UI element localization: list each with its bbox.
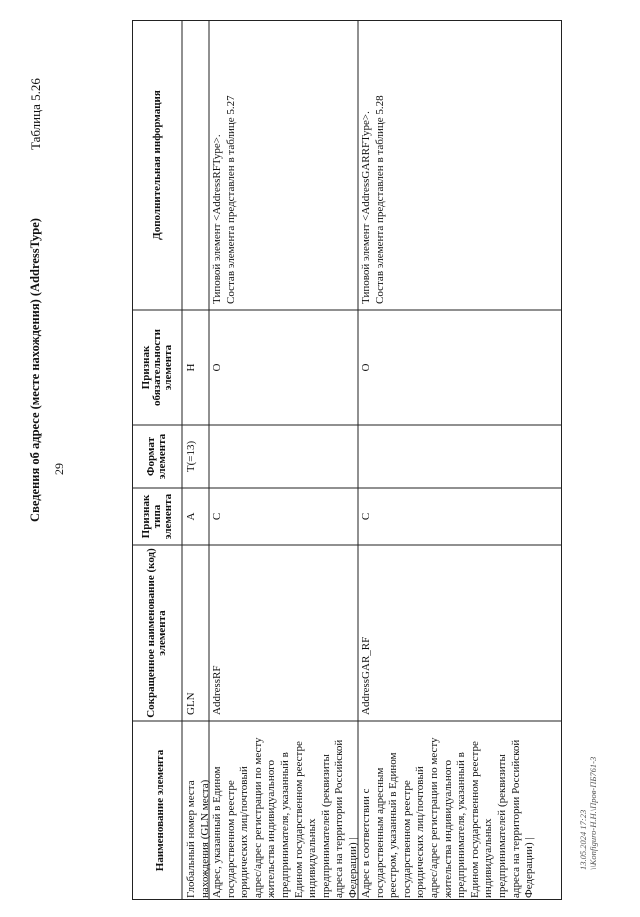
cell-text-line: адрес/адрес регистрации по месту [251,737,264,898]
cell-name [360,723,537,898]
cell-name [211,723,361,898]
cell-text-line: жительства индивидуального [265,760,278,898]
cell-text-line: AddressGAR_RF [360,636,372,715]
stamp-date: 13.05.2024 17:23 [578,809,588,870]
cell-text-line: адреса на территории Российской [333,739,346,898]
cell-text-line: предпринимателя, указанный в [455,752,468,898]
cell-text-line: Едином государственном реестре [468,741,481,898]
table-number: Таблица 5.26 [28,78,43,150]
cell-type [360,488,374,545]
registration-stamp [578,757,598,870]
rotated-page-content [20,20,620,900]
cell-text-line: государственном реестре [400,780,413,898]
cell-text-line: юридических лиц/почтовый [414,766,427,898]
cell-text-line: О [211,363,223,372]
cell-code [185,547,199,715]
cell-type [185,488,199,545]
cell-text-line: С [211,512,223,521]
cell-text-line: С [360,512,372,521]
table-title: Сведения об адресе (месте нахождения) (AddressType) [28,218,42,522]
cell-text-line: GLN [185,692,197,715]
cell-text-line: AddressRF [211,665,223,715]
cell-text-line: адреса на территории Российской [509,739,522,898]
cell-text-line: жительства индивидуального [441,760,454,898]
header-element-required: Признак обязательности элемента [139,328,174,407]
cell-text-line: государственном реестре [224,780,237,898]
cell-text-line: предпринимателей (реквизиты [495,754,508,898]
cell-text-line: T(=13) [185,440,197,473]
cell-text-line: Адрес, указанный в Едином [211,766,223,898]
cell-text-line: Адрес в соответствии с [360,788,372,898]
cell-code [211,547,225,715]
cell-text-line: Федерации) | [346,837,359,898]
cell-text-line: реестром, указанный в Едином [387,752,400,898]
cell-text-line: Состав элемента представлен в таблице 5.28 [373,95,386,304]
cell-text-line: Типовой элемент <AddressGARRFType>. [360,111,372,304]
header-additional-info: Дополнительная информация [150,90,163,240]
cell-text-line: Глобальный номер места [185,780,197,898]
cell-text-line: нахождения (GLN места) [198,779,211,898]
cell-text-line: государственным адресным [373,767,386,898]
header-element-format: Формат элемента [145,433,168,480]
header-element-code: Сокращенное наименование (код) элемента [145,548,168,718]
cell-text-line: предпринимателя, указанный в [278,752,291,898]
cell-text-line: О [360,363,372,372]
cell-text-line: индивидуальных [306,818,319,898]
header-element-name: Наименование элемента [153,749,166,872]
page-number: 29 [52,463,66,475]
cell-text-line: индивидуальных [482,818,495,898]
cell-text-line: Н [185,363,197,372]
cell-text-line: предпринимателей (реквизиты [319,754,332,898]
cell-text-line: Состав элемента представлен в таблице 5.27 [224,95,237,304]
cell-text-line: Едином государственном реестре [292,741,305,898]
stamp-user: \\Konfiguro-Н.Н.\Пров-ПБ761-3 [588,756,598,870]
cell-text-line: адрес/адрес регистрации по месту [427,737,440,898]
cell-text-line: А [185,512,197,521]
cell-required [185,310,199,425]
header-element-type: Признак типа элемента [139,493,174,540]
cell-format [185,425,199,488]
cell-text-line: юридических лиц/почтовый [238,766,251,898]
cell-required [211,310,225,425]
cell-name [185,723,212,898]
cell-info [360,22,387,304]
cell-required [360,310,374,425]
cell-code [360,547,374,715]
cell-type [211,488,225,545]
cell-text-line: Типовой элемент <AddressRFType>. [211,134,223,304]
cell-text-line: Федерации) | [523,837,536,898]
cell-info [211,22,238,304]
